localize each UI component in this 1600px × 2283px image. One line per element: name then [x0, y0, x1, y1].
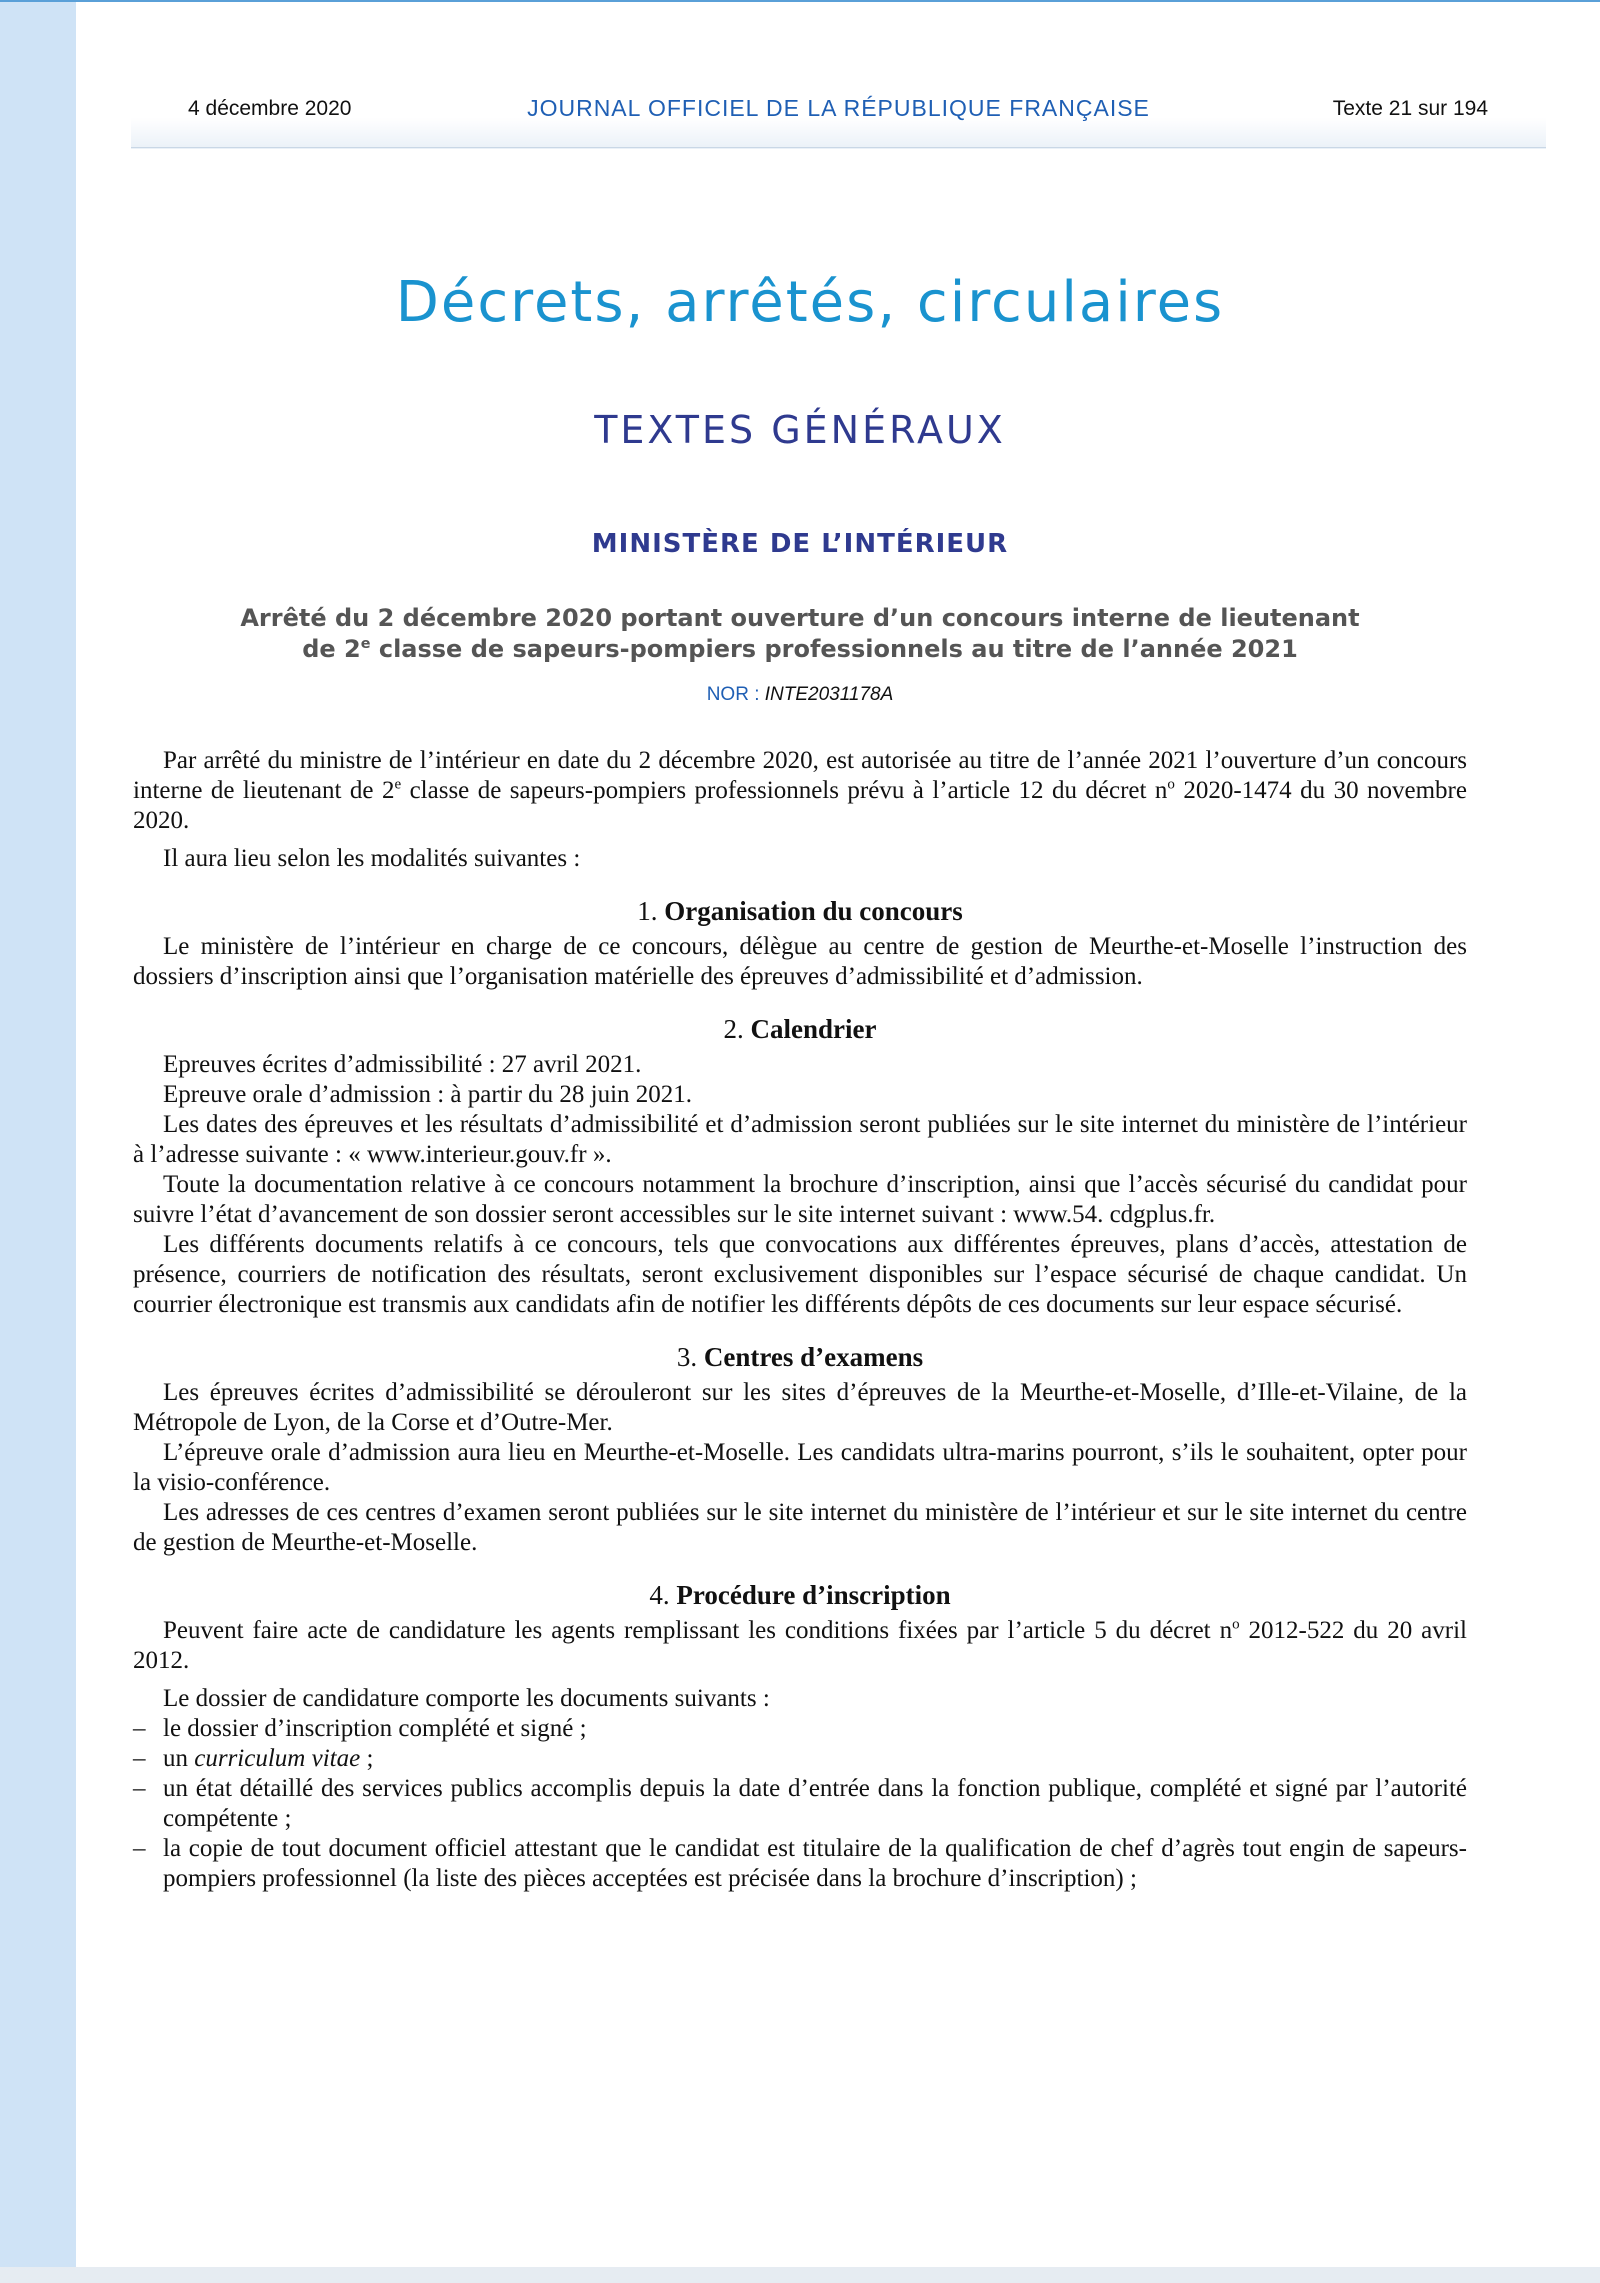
bottom-margin-band	[0, 2267, 1600, 2283]
section-2-oral-date: Epreuve orale d’admission : à partir du 28 juin 2021.	[163, 1081, 693, 1108]
journal-header	[131, 79, 1546, 149]
ministry-title: MINISTÈRE DE L’INTÉRIEUR	[591, 529, 1009, 559]
subsection-title: TEXTES GÉNÉRAUX	[594, 408, 1006, 452]
section-3-addresses: Les adresses de ces centres d’examen seront publiées sur le site internet du ministère de l’intérieur et sur le site internet du centre de gestion de Meurthe-et-Moselle.	[133, 1499, 1467, 1556]
publication-date: 4 décembre 2020	[188, 97, 352, 120]
section-2-documents: Les différents documents relatifs à ce concours, tels que convocations aux différentes épreuves, plans d’accès, attestation de présence, courriers de notification des résultats, seront exclusivement disponibles sur l’espace sécurisé de chaque candidat. Un courrier électronique est transmis aux candidats afin de notifier les différents dépôts de ces documents sur leur espace sécurisé.	[133, 1231, 1467, 1318]
intro-paragraph: Par arrêté du ministre de l’intérieur en date du 2 décembre 2020, est autorisée au titre de l’année 2021 l’ouverture d’un concours interne de lieutenant de 2e classe de sapeurs-pompiers professionnels prévu à l’article 12 du décret $n^o$ 2020-1474 du 30 novembre 2020.	[133, 747, 1467, 834]
section-3-oral-site: L’épreuve orale d’admission aura lieu en Meurthe-et-Moselle. Les candidats ultra-marins pourront, s’ils le souhaitent, opter pour la visio-conférence.	[133, 1439, 1467, 1496]
documents-list	[133, 1714, 1467, 1894]
section-2-results: Les dates des épreuves et les résultats d’admissibilité et d’admission seront publiées sur le site internet du ministère de l’intérieur à l’adresse suivante : « www.interieur.gouv.fr ».	[133, 1111, 1467, 1168]
section-2-heading: 2. Calendrier	[723, 1014, 877, 1044]
nor-label: NOR :	[706, 684, 765, 705]
list-item: – la copie de tout document officiel attestant que le candidat est titulaire de la qualification de chef d’agrès tout engin de sapeurs-pompiers professionnel (la liste des pièces acceptées est précisée dans la brochure d’inscription) ;	[133, 1835, 1467, 1892]
section-3-written-sites: Les épreuves écrites d’admissibilité se dérouleront sur les sites d’épreuves de la Meurthe-et-Moselle, d’Ille-et-Vilaine, de la Métropole de Lyon, de la Corse et d’Outre-Mer.	[133, 1379, 1467, 1436]
section-4-heading: 4. Procédure d’inscription	[649, 1580, 951, 1610]
document-body	[133, 746, 1467, 1894]
header-divider	[131, 147, 1546, 148]
journal-title: JOURNAL OFFICIEL DE LA RÉPUBLIQUE FRANÇAISE	[527, 95, 1150, 121]
section-title: Décrets, arrêtés, circulaires	[395, 270, 1225, 335]
text-number: Texte 21 sur 194	[1332, 97, 1488, 120]
list-item: – un état détaillé des services publics accomplis depuis la date d’entrée dans la fonction publique, complété et signé par l’autorité compétente ;	[133, 1775, 1467, 1832]
section-4-eligibility: Peuvent faire acte de candidature les agents remplissant les conditions fixées par l’article 5 du décret $n^o$ 2012-522 du 20 avril 2012.	[133, 1616, 1467, 1674]
section-3-heading: 3. Centres d’examens	[676, 1342, 924, 1372]
section-2-documentation: Toute la documentation relative à ce concours notamment la brochure d’inscription, ainsi que l’accès sécurisé du candidat pour suivre l’état d’avancement de son dossier seront accessibles sur le site internet suivant : www.54. cdgplus.fr.	[133, 1171, 1467, 1228]
section-1-paragraph: Le ministère de l’intérieur en charge de ce concours, délègue au centre de gestion de Meurthe-et-Moselle l’instruction des dossiers d’inscription ainsi que l’organisation matérielle des épreuves d’admissibilité et d’admission.	[133, 933, 1467, 990]
section-4-documents-intro: Le dossier de candidature comporte les documents suivants :	[163, 1685, 770, 1712]
arrete-title-line1: Arrêté du 2 décembre 2020 portant ouverture d’un concours interne de lieutenant	[240, 604, 1360, 632]
section-1-heading: 1. Organisation du concours	[637, 896, 963, 926]
left-margin-band	[0, 2, 76, 2267]
nor-value: INTE2031178A	[764, 684, 894, 705]
list-item: – le dossier d’inscription complété et signé ;	[133, 1715, 587, 1742]
nor-reference	[0, 684, 1600, 706]
section-2-written-date: Epreuves écrites d’admissibilité : 27 avril 2021.	[163, 1051, 642, 1078]
arrete-title	[150, 603, 1450, 665]
intro-modalities: Il aura lieu selon les modalités suivantes :	[163, 845, 581, 872]
list-item: – un curriculum vitae ;	[133, 1745, 374, 1772]
arrete-title-line2: de 2e classe de sapeurs-pompiers professionnels au titre de l’année 2021	[302, 635, 1298, 663]
